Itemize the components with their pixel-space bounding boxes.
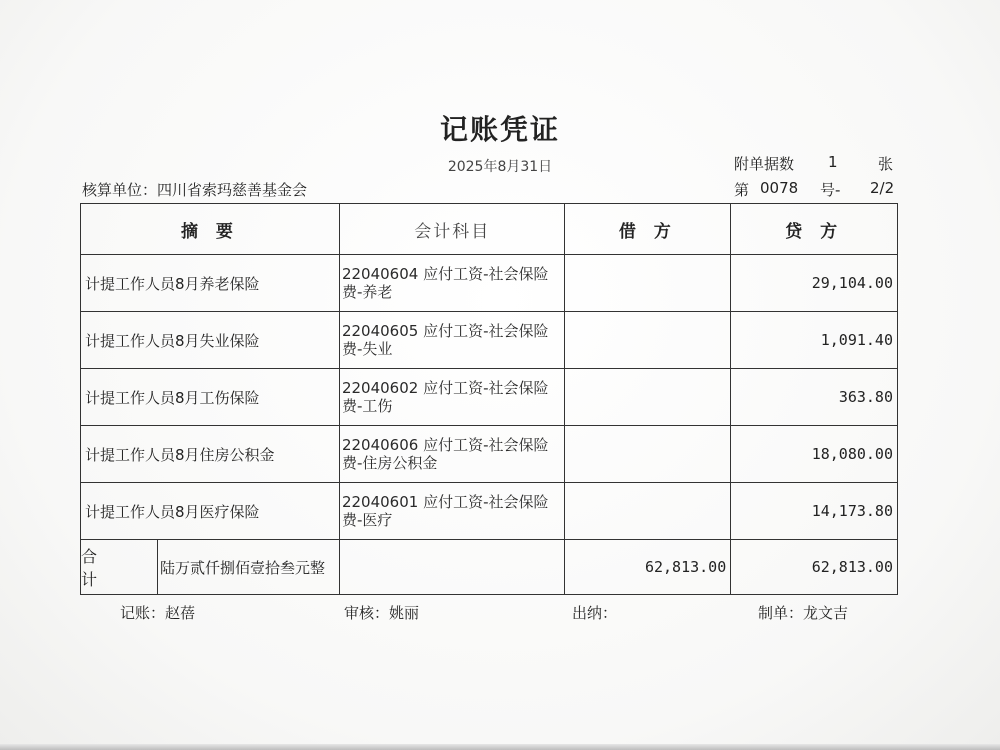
total-row	[81, 540, 898, 595]
header-account: 会计科目	[339, 204, 565, 255]
voucher-suffix: 号-	[820, 181, 841, 199]
row-credit: 18,080.00	[731, 426, 898, 483]
row-summary: 计提工作人员8月工伤保险	[81, 369, 340, 426]
header-debit: 借 方	[565, 204, 731, 255]
cashier: 出纳：	[572, 604, 618, 622]
bookkeeper: 记账：赵蓓	[120, 604, 196, 622]
row-summary: 计提工作人员8月住房公积金	[81, 426, 340, 483]
row-account: 22040606 应付工资-社会保险费-住房公积金	[339, 426, 565, 483]
accounting-unit	[82, 179, 307, 200]
row-debit	[565, 255, 731, 312]
total-cell	[81, 540, 340, 595]
row-debit	[565, 426, 731, 483]
table-row	[81, 369, 898, 426]
row-credit: 363.80	[731, 369, 898, 426]
total-credit: 62,813.00	[731, 540, 898, 595]
total-amount-words: 陆万贰仟捌佰壹拾叁元整	[160, 558, 326, 577]
attachments-unit: 张	[878, 155, 894, 173]
voucher-table	[80, 203, 898, 595]
attachments-count: 1	[828, 153, 838, 171]
voucher-number: 0078	[760, 179, 799, 197]
total-account-empty	[339, 540, 565, 595]
row-summary: 计提工作人员8月医疗保险	[81, 483, 340, 540]
table-row	[81, 255, 898, 312]
row-debit	[565, 483, 731, 540]
row-account: 22040605 应付工资-社会保险费-失业	[339, 312, 565, 369]
table-row	[81, 312, 898, 369]
table-header-row	[81, 204, 898, 255]
voucher-date: 2025年8月31日	[447, 159, 553, 175]
row-debit	[565, 312, 731, 369]
reviewer: 审核：姚丽	[344, 604, 420, 622]
preparer: 制单：龙文吉	[758, 604, 849, 622]
row-credit: 1,091.40	[731, 312, 898, 369]
row-credit: 14,173.80	[731, 483, 898, 540]
row-account: 22040602 应付工资-社会保险费-工伤	[339, 369, 565, 426]
row-credit: 29,104.00	[731, 255, 898, 312]
unit-label: 核算单位：	[82, 181, 158, 199]
total-label: 合 计	[81, 540, 158, 594]
table-row	[81, 483, 898, 540]
row-summary: 计提工作人员8月失业保险	[81, 312, 340, 369]
row-account: 22040604 应付工资-社会保险费-养老	[339, 255, 565, 312]
row-debit	[565, 369, 731, 426]
attachments-label: 附单据数	[734, 155, 795, 173]
header-summary: 摘 要	[81, 204, 340, 255]
row-account: 22040601 应付工资-社会保险费-医疗	[339, 483, 565, 540]
page-edge	[0, 744, 1000, 750]
unit-name: 四川省索玛慈善基金会	[157, 181, 308, 199]
table-row	[81, 426, 898, 483]
voucher-title: 记账凭证	[439, 113, 560, 146]
total-debit: 62,813.00	[565, 540, 731, 595]
voucher-prefix: 第	[734, 181, 750, 199]
attachments-info	[734, 153, 894, 174]
header-credit: 贷 方	[731, 204, 898, 255]
voucher-page: 2/2	[870, 179, 895, 197]
row-summary: 计提工作人员8月养老保险	[81, 255, 340, 312]
